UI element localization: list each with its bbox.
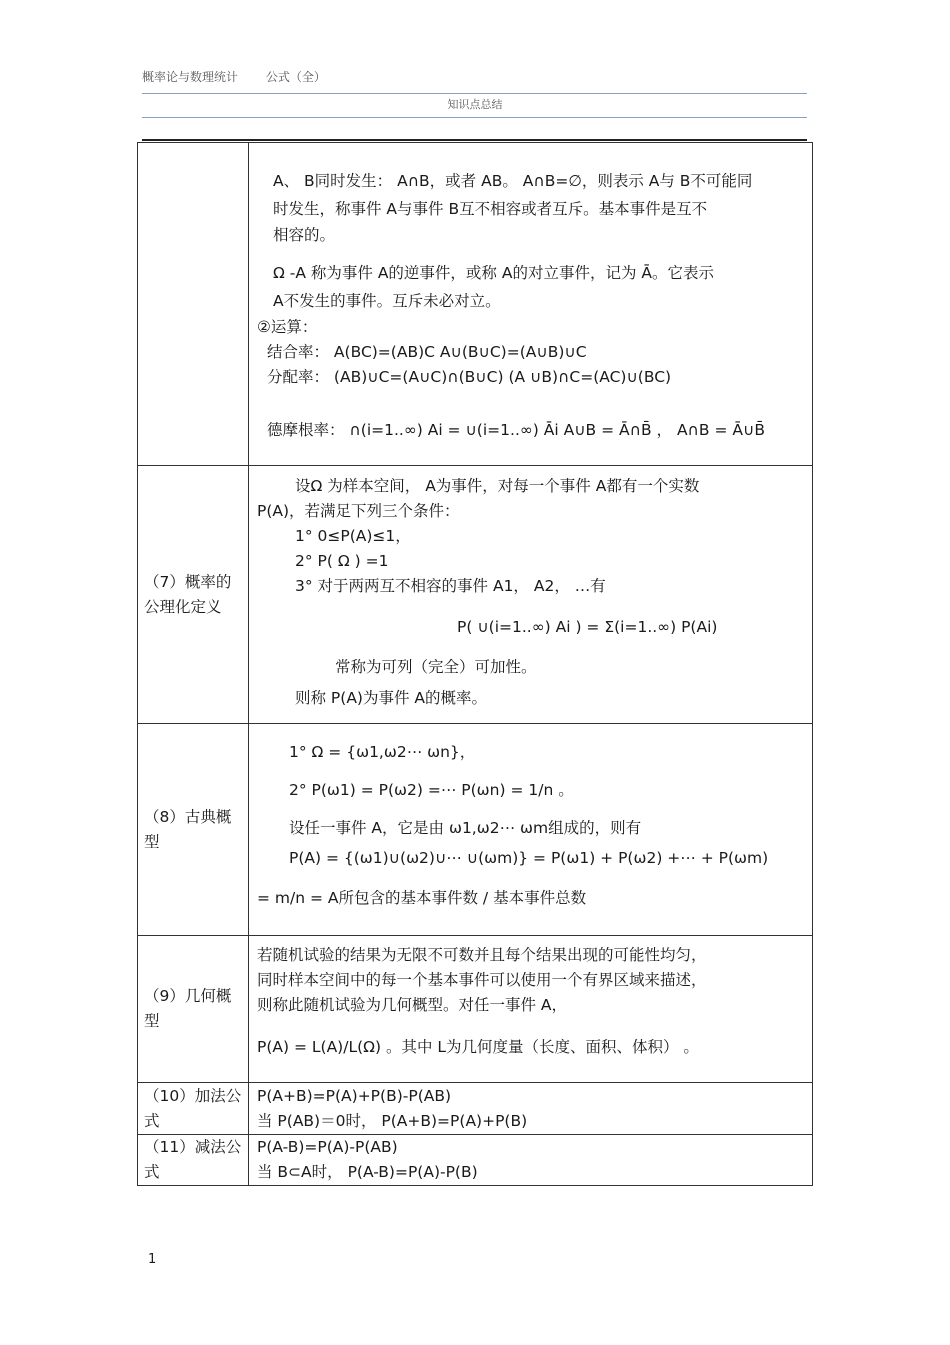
text-line: 设Ω 为样本空间， A为事件，对每一个事件 A都有一个实数: [295, 476, 700, 495]
table-row: [138, 724, 813, 936]
text-line: P(A) = {(ω1)∪(ω2)∪⋯ ∪(ωm)} = P(ω1) + P(ω2) +⋯ + P(ωm): [289, 848, 769, 867]
row-content: [249, 466, 813, 724]
row-label: （10）加法公式: [138, 1083, 249, 1135]
row-label: （9）几何概型: [138, 936, 249, 1083]
row-label: （11）减法公式: [138, 1135, 249, 1186]
page-number: 1: [148, 1252, 157, 1267]
row-label: （7）概率的公理化定义: [138, 466, 249, 724]
table-row: [138, 466, 813, 724]
text-line: 1° Ω = {ω1,ω2⋯ ωn}，: [289, 742, 476, 761]
row-content: [249, 1083, 813, 1135]
table-row: [138, 936, 813, 1083]
text-line: 常称为可列（完全）可加性。: [335, 657, 537, 676]
text-line: 则称 P(A)为事件 A的概率。: [295, 688, 488, 707]
formula-table: [137, 142, 813, 1186]
row-label: （8）古典概型: [138, 724, 249, 936]
row-content: [249, 936, 813, 1083]
text-line: 则称此随机试验为几何概型。对任一事件 A，: [257, 995, 568, 1014]
text-line: ②运算：: [257, 318, 318, 336]
text-line: 分配率： (AB)∪C=(A∪C)∩(B∪C) (A ∪B)∩C=(AC)∪(BC): [267, 368, 672, 386]
text-line: 时发生，称事件 A与事件 B互不相容或者互斥。基本事件是互不: [273, 200, 708, 218]
text-line: 相容的。: [273, 226, 336, 244]
text-line: 德摩根率： ∩(i=1..∞) Ai = ∪(i=1..∞) Āi A∪B = Ā∩B̄ ， A∩B = Ā∪B̄: [267, 421, 765, 439]
table-row: [138, 1135, 813, 1186]
header-rule-2: [142, 117, 807, 118]
text-line: 2° P( Ω ) =1: [295, 551, 389, 570]
text-line: P(A)，若满足下列三个条件：: [257, 501, 460, 520]
table-top-rule: [142, 139, 807, 141]
text-line: A、 B同时发生： A∩B，或者 AB。 A∩B=∅，则表示 A与 B不可能同: [273, 172, 753, 190]
doc-title: 概率论与数理统计: [142, 70, 239, 84]
text-line: 当 P(AB)＝0时， P(A+B)=P(A)+P(B): [257, 1111, 528, 1130]
formula-line: P( ∪(i=1..∞) Ai ) = Σ(i=1..∞) P(Ai): [457, 617, 718, 636]
formula-line: = m/n = A所包含的基本事件数 / 基本事件总数: [257, 888, 587, 907]
table-row: [138, 1083, 813, 1135]
row-content: [249, 143, 813, 466]
text-line: P(A-B)=P(A)-P(AB): [257, 1138, 398, 1156]
text-line: P(A+B)=P(A)+P(B)-P(AB): [257, 1086, 452, 1105]
row-content: [249, 1135, 813, 1186]
text-line: 结合率： A(BC)=(AB)C A∪(B∪C)=(A∪B)∪C: [267, 343, 587, 361]
doc-subtitle: 公式（全）: [265, 70, 326, 84]
section-title: 知识点总结: [447, 98, 503, 111]
text-line: 同时样本空间中的每一个基本事件可以使用一个有界区域来描述，: [257, 970, 707, 989]
page-header: [142, 68, 350, 85]
text-line: 当 B⊂A时， P(A-B)=P(A)-P(B): [257, 1163, 478, 1181]
text-line: 若随机试验的结果为无限不可数并且每个结果出现的可能性均匀，: [257, 945, 707, 964]
table-row: [138, 143, 813, 466]
row-label: [138, 143, 249, 466]
text-line: A不发生的事件。互斥未必对立。: [273, 292, 501, 310]
row-content: [249, 724, 813, 936]
text-line: Ω -A 称为事件 A的逆事件，或称 A的对立事件，记为 Ā。它表示: [273, 264, 714, 282]
formula-line: P(A) = L(A)/L(Ω) 。其中 L为几何度量（长度、面积、体积） 。: [257, 1037, 699, 1056]
text-line: 设任一事件 A，它是由 ω1,ω2⋯ ωm组成的，则有: [289, 818, 642, 837]
text-line: 3° 对于两两互不相容的事件 A1， A2， …有: [295, 576, 606, 595]
text-line: 2° P(ω1) = P(ω2) =⋯ P(ωn) = 1/n 。: [289, 780, 574, 799]
header-rule: [142, 93, 807, 94]
text-line: 1° 0≤P(A)≤1，: [295, 526, 411, 545]
